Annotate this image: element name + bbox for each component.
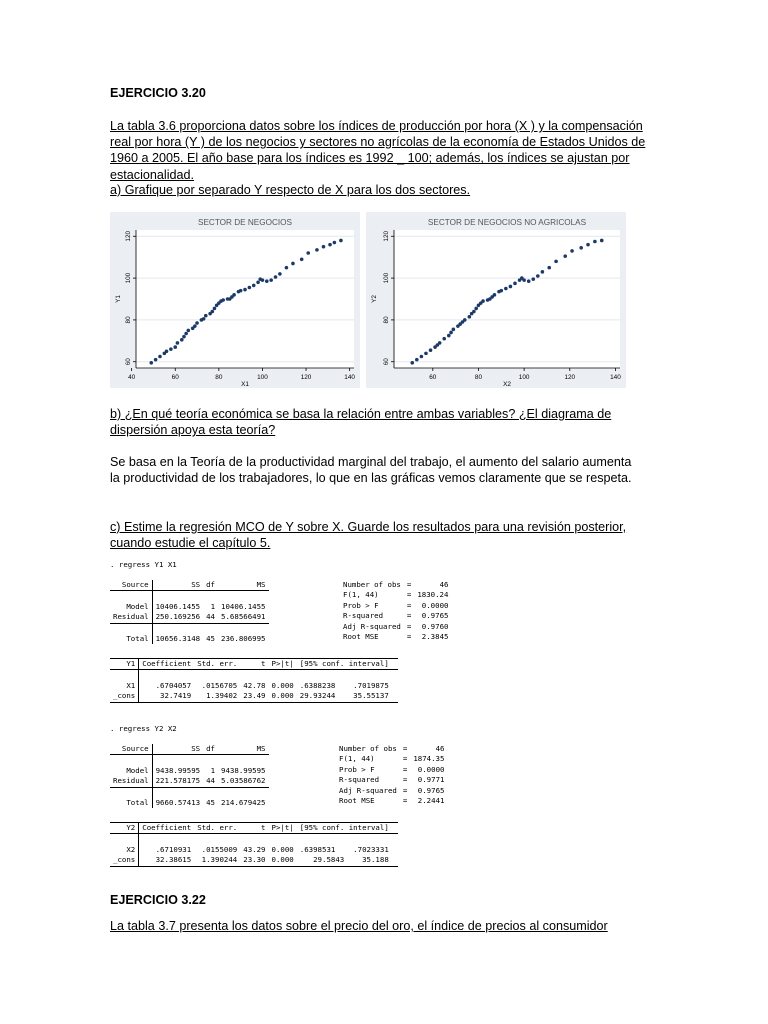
coef-cell: _cons [110, 855, 139, 866]
data-point [499, 289, 503, 293]
stat-value: 0.9760 [421, 621, 449, 631]
stata-command: . regress Y2 X2 [110, 724, 177, 733]
coef-header-cell: t [240, 823, 268, 834]
x-tick-label: 140 [344, 374, 355, 381]
question-c-line: c) Estime la regresión MCO de Y sobre X. Guarde los resultados para una revisión posterior, [110, 520, 627, 534]
stat-value: 2.3845 [421, 632, 449, 642]
coef-header-cell: Coefficient [139, 823, 194, 834]
anova-header-cell: MS [218, 744, 269, 755]
stat-eq: = [406, 632, 412, 642]
data-point [463, 318, 467, 322]
chart-title: SECTOR DE NEGOCIOS NO AGRICOLAS [427, 218, 587, 227]
data-point [509, 285, 513, 289]
table-row [110, 691, 398, 702]
y-axis-label: Y1 [115, 295, 122, 303]
intro-line: real por hora (Y ) de los negocios y sectores no agrícolas de la economía de Estados Unidos de [110, 135, 646, 150]
anova-cell: 1 [210, 601, 216, 611]
ci-high: 35.188 [362, 855, 389, 865]
coef-cell: .0156705 [201, 680, 238, 690]
anova-cell: Model [110, 766, 152, 776]
coef-cell: 0.000 [269, 855, 297, 866]
anova-header-cell: Source [110, 580, 152, 591]
table-row [110, 634, 269, 644]
anova-cell: Model [110, 602, 152, 612]
anova-header-cell: SS [152, 580, 203, 591]
plot-area [136, 230, 354, 368]
data-point [563, 254, 567, 258]
stat-eq: = [402, 785, 408, 795]
data-point [202, 317, 206, 321]
data-point [154, 358, 158, 362]
anova-cell: Total [110, 634, 152, 644]
x-tick-label: 80 [474, 374, 483, 381]
stat-eq: = [402, 754, 408, 764]
data-point [420, 355, 424, 359]
anova-cell: 1 [210, 765, 216, 775]
ci-low: .6398531 [299, 844, 336, 854]
coef-ci-cell [297, 691, 392, 702]
coef-cell: 23.49 [240, 691, 268, 702]
data-point [328, 243, 332, 247]
coef-header-cell: Y1 [110, 659, 139, 670]
y-tick-label: 60 [125, 358, 132, 366]
stat-value: 46 [435, 744, 445, 753]
data-point [322, 245, 326, 249]
coef-ci-cell [297, 845, 392, 855]
coef-cell: .0155009 [201, 844, 238, 854]
y-tick-label: 100 [125, 272, 132, 284]
anova-cell: 250.169256 [152, 612, 203, 623]
anova-header-cell: df [203, 580, 218, 591]
table-row [110, 681, 398, 691]
coef-cell: X1 [110, 681, 139, 691]
stat-eq: = [402, 775, 408, 785]
data-point [554, 260, 558, 264]
question-b [110, 406, 660, 438]
data-point [504, 287, 508, 291]
anova-cell: 9438.99595 [155, 765, 201, 775]
coef-header-cell: P>|t| [269, 823, 297, 834]
scatter-chart-2 [366, 212, 626, 388]
intro-paragraph [110, 118, 660, 183]
plot-area [394, 230, 620, 368]
table-row [110, 612, 269, 623]
coef-cell: 1.390244 [194, 855, 240, 866]
exercise-3-22-text: La tabla 3.7 presenta los datos sobre el precio del oro, el índice de precios al consumidor [110, 919, 608, 933]
stat-label: Root MSE [343, 632, 379, 642]
x-tick-label: 100 [518, 374, 530, 381]
stat-label: R-squared [343, 611, 384, 621]
anova-cell: Total [110, 798, 152, 808]
data-point [193, 324, 197, 328]
data-point [474, 307, 478, 311]
table-row [110, 798, 269, 808]
data-point [579, 246, 583, 250]
anova-cell: 9438.99595 [221, 765, 266, 775]
anova-cell: 45 [206, 798, 216, 807]
x-tick-label: 100 [257, 374, 268, 381]
coef-cell: .6710931 [155, 844, 192, 854]
data-point [586, 243, 590, 247]
answer-b [110, 454, 660, 486]
data-point [472, 310, 476, 314]
coef-header-cell: [95% conf. interval] [297, 823, 392, 834]
anova-header-cell: MS [218, 580, 269, 591]
y-axis-label: Y2 [371, 295, 378, 303]
data-point [195, 321, 199, 325]
chart-panel-sector-no-agricolas [366, 212, 626, 388]
stat-eq: = [406, 621, 412, 631]
y-tick-label: 80 [125, 316, 132, 324]
ci-low: 29.93244 [299, 691, 336, 701]
coefficient-table [110, 658, 398, 703]
data-point [415, 358, 419, 362]
coef-header-cell: Std. err. [194, 659, 240, 670]
exercise-heading-3-22: EJERCICIO 3.22 [110, 893, 206, 907]
coef-cell: 0.000 [271, 844, 294, 854]
coef-cell: _cons [110, 691, 139, 702]
stat-eq: = [406, 600, 412, 610]
stat-eq: = [406, 580, 412, 589]
stat-value: 0.9771 [417, 775, 445, 785]
anova-cell: 5.03586762 [218, 776, 269, 787]
table-row [110, 766, 269, 776]
data-point [256, 280, 260, 284]
data-point [149, 361, 153, 365]
stat-eq: = [406, 611, 412, 621]
data-point [300, 257, 304, 261]
coef-cell: X2 [110, 845, 139, 855]
stat-label: Prob > F [339, 764, 375, 774]
data-point [184, 332, 188, 336]
data-point [339, 239, 343, 243]
stat-label: Root MSE [339, 796, 375, 806]
data-point [211, 310, 215, 314]
stat-value: 46 [439, 580, 449, 589]
stat-label: Number of obs [343, 580, 401, 589]
intro-line: estacionalidad. [110, 167, 195, 182]
data-point [424, 352, 428, 356]
data-point [232, 293, 236, 297]
data-point [221, 298, 225, 302]
intro-line: 1960 a 2005. El año base para los índices es 1992 _ 100; además, los índices se ajustan por [110, 151, 630, 166]
anova-cell: 10406.1455 [221, 601, 266, 611]
question-c-line: cuando estudie el capítulo 5. [110, 536, 271, 551]
data-point [493, 293, 497, 297]
data-point [239, 289, 243, 293]
table-row [110, 855, 398, 866]
stat-label: Number of obs [339, 744, 397, 753]
y-tick-label: 120 [125, 230, 132, 242]
coef-cell: 32.7419 [139, 691, 194, 702]
answer-b-line: Se basa en la Teoría de la productividad marginal del trabajo, el aumento del salario aumenta [110, 455, 632, 469]
x-axis-label: X1 [241, 381, 249, 388]
stat-label: Adj R-squared [339, 785, 397, 795]
x-tick-label: 120 [300, 374, 312, 381]
anova-cell: 5.68566491 [218, 612, 269, 623]
data-point [204, 314, 208, 318]
data-point [600, 239, 604, 243]
anova-table [110, 580, 269, 644]
stat-eq: = [402, 764, 408, 774]
answer-b-line: la productividad de los trabajadores, lo que en las gráficas vemos claramente que se respeta. [110, 471, 632, 486]
data-point [261, 278, 265, 282]
intro-line: La tabla 3.6 proporciona datos sobre los índices de producción por hora (X ) y la compensación [110, 119, 643, 133]
data-point [213, 307, 217, 311]
stat-label: R-squared [339, 775, 380, 785]
coefficient-table [110, 822, 398, 867]
data-point [536, 274, 540, 278]
coef-header-cell: [95% conf. interval] [297, 659, 392, 670]
coef-ci-cell [297, 681, 392, 691]
stat-label: F(1, 44) [339, 754, 375, 764]
question-b-line: dispersión apoya esta teoría? [110, 423, 276, 438]
data-point [438, 341, 442, 345]
question-b-line: b) ¿En qué teoría económica se basa la relación entre ambas variables? ¿El diagrama de [110, 407, 612, 421]
data-point [274, 275, 278, 279]
data-point [452, 328, 456, 332]
stat-value: 0.0000 [417, 764, 445, 774]
data-point [306, 251, 310, 255]
x-tick-label: 60 [429, 374, 437, 381]
stata-command: . regress Y1 X1 [110, 560, 177, 569]
data-point [442, 337, 446, 341]
ci-low: 29.5843 [313, 855, 345, 865]
ci-high: .7019875 [353, 680, 389, 690]
scatter-chart-1 [110, 212, 360, 388]
coef-cell: 0.000 [269, 691, 297, 702]
chart-panel-sector-negocios [110, 212, 360, 388]
x-tick-label: 120 [564, 374, 576, 381]
question-a: a) Grafique por separado Y respecto de X para los dos sectores. [110, 183, 471, 197]
data-point [513, 282, 517, 286]
chart-title: SECTOR DE NEGOCIOS [197, 218, 293, 227]
data-point [333, 241, 337, 245]
table-row [110, 845, 398, 855]
data-point [570, 249, 574, 253]
coef-header-cell: Y2 [110, 823, 139, 834]
x-tick-label: 60 [171, 374, 179, 381]
coef-ci-cell [297, 855, 392, 866]
anova-cell: 10406.1455 [155, 601, 201, 611]
y-tick-label: 100 [383, 272, 390, 284]
fit-stats [340, 580, 451, 642]
anova-cell: 44 [203, 776, 218, 787]
data-point [291, 262, 295, 266]
x-tick-label: 140 [610, 374, 621, 381]
y-tick-label: 60 [383, 358, 390, 366]
stat-label: F(1, 44) [343, 590, 379, 600]
data-point [265, 279, 269, 283]
x-tick-label: 80 [215, 374, 223, 381]
data-point [315, 248, 319, 252]
coef-cell: 1.39402 [194, 691, 240, 702]
data-point [252, 284, 256, 288]
anova-table [110, 744, 269, 808]
stat-eq: = [402, 796, 408, 806]
data-point [248, 286, 252, 290]
data-point [180, 338, 184, 342]
data-point [481, 299, 485, 303]
data-point [410, 361, 414, 365]
data-point [269, 278, 273, 282]
exercise-heading-3-20: EJERCICIO 3.20 [110, 86, 206, 100]
data-point [449, 331, 453, 335]
anova-cell: 10656.3148 [155, 634, 201, 643]
stat-value: 1874.35 [413, 754, 445, 764]
data-point [531, 277, 535, 281]
coef-cell: .6704057 [155, 680, 192, 690]
x-tick-label: 40 [128, 374, 136, 381]
coef-cell: 0.000 [271, 680, 294, 690]
coef-cell: 42.78 [243, 680, 266, 690]
data-point [173, 345, 177, 349]
data-point [429, 348, 433, 352]
data-point [285, 266, 289, 270]
anova-cell: 214.679425 [221, 798, 266, 807]
data-point [468, 315, 472, 319]
fit-stats [336, 744, 447, 806]
anova-cell: 44 [203, 612, 218, 623]
coef-header-cell: P>|t| [269, 659, 297, 670]
data-point [522, 278, 526, 282]
data-point [182, 335, 186, 339]
anova-header-cell: df [203, 744, 218, 755]
question-c [110, 519, 660, 551]
x-axis-label: X2 [503, 381, 511, 388]
anova-header-cell: Source [110, 744, 152, 755]
coef-cell: 32.38615 [139, 855, 194, 866]
anova-cell: 45 [206, 634, 216, 643]
data-point [158, 355, 162, 359]
ci-low: .6388238 [299, 680, 336, 690]
ci-high: .7023331 [353, 844, 389, 854]
coef-cell: 43.29 [243, 844, 266, 854]
data-point [243, 288, 247, 292]
data-point [541, 270, 545, 274]
stat-value: 2.2441 [417, 796, 445, 806]
y-tick-label: 120 [383, 230, 390, 242]
stat-eq: = [402, 744, 408, 753]
coef-header-cell: Coefficient [139, 659, 194, 670]
stat-eq: = [406, 590, 412, 600]
data-point [527, 279, 531, 283]
ci-high: 35.55137 [353, 691, 389, 701]
anova-cell: Residual [110, 612, 152, 623]
data-point [278, 272, 282, 276]
stat-label: Prob > F [343, 600, 379, 610]
data-point [165, 349, 169, 353]
coef-cell: 23.30 [240, 855, 268, 866]
anova-cell: 236.806995 [221, 634, 266, 643]
table-row [110, 602, 269, 612]
coef-header-cell: t [240, 659, 268, 670]
anova-cell: 221.578175 [152, 776, 203, 787]
stat-value: 1830.24 [417, 590, 449, 600]
stat-value: 0.9765 [421, 611, 449, 621]
y-tick-label: 80 [383, 316, 390, 324]
anova-cell: Residual [110, 776, 152, 787]
stat-label: Adj R-squared [343, 621, 401, 631]
data-point [593, 240, 597, 244]
data-point [187, 329, 191, 333]
table-row [110, 776, 269, 787]
stat-value: 0.0000 [421, 600, 449, 610]
anova-header-cell: SS [152, 744, 203, 755]
data-point [176, 341, 180, 345]
data-point [169, 347, 173, 351]
coef-header-cell: Std. err. [194, 823, 240, 834]
data-point [547, 266, 551, 270]
stat-value: 0.9765 [417, 785, 445, 795]
data-point [447, 334, 451, 338]
anova-cell: 9660.57413 [155, 798, 201, 807]
